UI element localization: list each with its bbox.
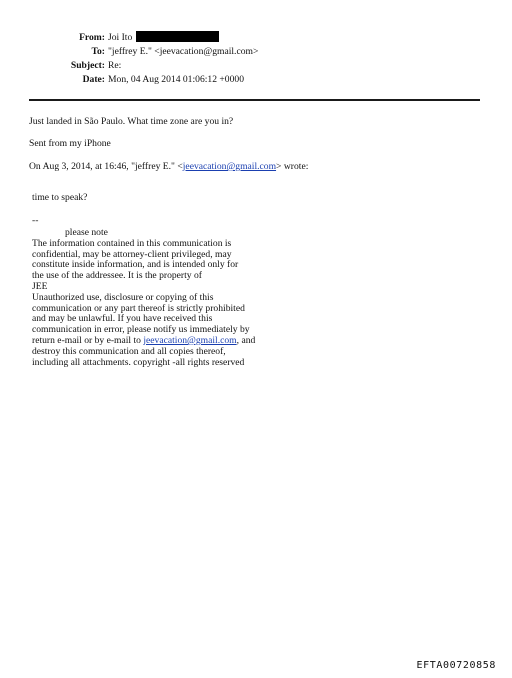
date-value: Mon, 04 Aug 2014 01:06:12 +0000	[108, 74, 244, 85]
disclaimer-line: including all attachments. copyright -all rights reserved	[32, 356, 245, 368]
quote-prefix: On Aug 3, 2014, at 16:46, "jeffrey E." <	[29, 161, 183, 172]
from-name: Joi Ito	[108, 32, 133, 43]
disclaimer-line: please note	[65, 227, 108, 238]
subject-row	[0, 59, 512, 73]
disclaimer-line: the use of the addressee. It is the property of	[32, 270, 202, 282]
disclaimer-line: confidential, may be attorney-client privileged, may	[32, 248, 232, 260]
email-header	[0, 31, 512, 87]
from-value	[108, 31, 219, 45]
message-signature: Sent from my iPhone	[29, 138, 111, 149]
date-row	[0, 73, 512, 87]
notify-suffix: , and	[236, 334, 256, 346]
quote-suffix: > wrote:	[276, 161, 309, 172]
disclaimer-line: communication in error, please notify us immediately by	[32, 324, 250, 336]
disclaimer-line: and may be unlawful. If you have received this	[32, 313, 213, 325]
bates-number: EFTA00720858	[416, 660, 496, 671]
signature-dashes: --	[32, 215, 39, 226]
disclaimer-line: constitute inside information, and is intended only for	[32, 259, 239, 271]
from-label: From:	[79, 32, 105, 43]
date-label: Date:	[82, 74, 105, 85]
redaction-box	[136, 31, 219, 42]
quoted-text: time to speak?	[32, 192, 88, 203]
to-label: To:	[91, 46, 105, 57]
to-row	[0, 45, 512, 59]
header-divider	[29, 99, 480, 101]
subject-label: Subject:	[70, 60, 105, 71]
message-line: Just landed in São Paulo. What time zone are you in?	[29, 116, 234, 127]
to-value: "jeffrey E." <jeevacation@gmail.com>	[108, 46, 259, 57]
disclaimer-line: Unauthorized use, disclosure or copying of this	[32, 291, 214, 303]
disclaimer-line: JEE	[32, 280, 48, 292]
disclaimer-line: The information contained in this communication is	[32, 237, 232, 249]
disclaimer-line: destroy this communication and all copies thereof,	[32, 345, 226, 357]
notify-prefix: return e-mail or by e-mail to	[32, 334, 144, 346]
disclaimer	[32, 228, 255, 368]
quote-email-link[interactable]: jeevacation@gmail.com	[182, 161, 277, 172]
subject-value: Re:	[108, 60, 122, 71]
notify-email-link[interactable]: jeevacation@gmail.com	[143, 334, 237, 346]
from-row	[0, 31, 512, 45]
disclaimer-line: communication or any part thereof is strictly prohibited	[32, 302, 245, 314]
quote-attribution	[29, 160, 308, 173]
